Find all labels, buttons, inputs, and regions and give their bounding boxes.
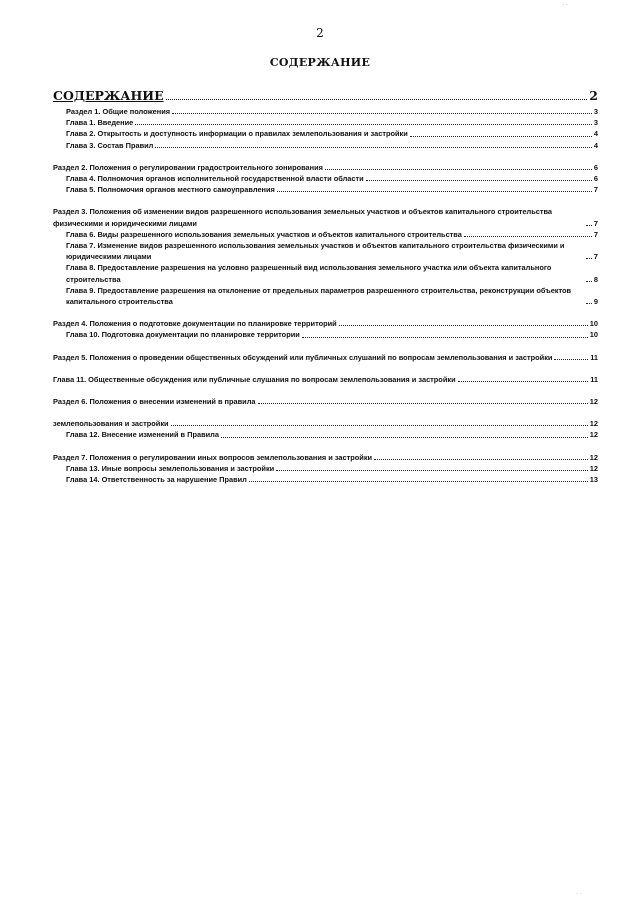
toc-entry[interactable] bbox=[53, 452, 598, 463]
toc-entry-leader bbox=[586, 225, 592, 226]
toc-gap bbox=[53, 407, 598, 418]
toc-gap bbox=[53, 151, 598, 162]
toc-entry-text: Раздел 2. Положения о регулировании градостроительного зонирования bbox=[53, 162, 323, 172]
toc-entry[interactable] bbox=[53, 329, 598, 340]
toc-gap bbox=[53, 341, 598, 352]
toc-entry-text: Раздел 5. Положения о проведении общественных обсуждений или публичных слушаний по вопросам землепользования и застройки bbox=[53, 352, 553, 362]
toc-entry-page: 3 bbox=[593, 107, 598, 116]
toc-entry-leader bbox=[221, 437, 588, 438]
toc-entry-leader bbox=[302, 337, 588, 338]
toc-entry-leader bbox=[135, 124, 592, 125]
document-title: СОДЕРЖАНИЕ bbox=[269, 56, 371, 69]
toc-heading-label: СОДЕРЖАНИЕ bbox=[53, 88, 164, 103]
toc-entry-leader bbox=[172, 113, 592, 114]
toc-entry-text: Глава 4. Полномочия органов исполнительной государственной власти области bbox=[66, 174, 364, 184]
toc-entry-page: 6 bbox=[593, 174, 598, 184]
toc-entry[interactable] bbox=[53, 285, 598, 307]
toc-entry-page: 11 bbox=[590, 352, 598, 362]
toc-entry-page: 12 bbox=[589, 452, 598, 462]
toc-entry-leader bbox=[410, 136, 592, 137]
toc-entry-leader bbox=[276, 470, 588, 471]
toc-entry-leader bbox=[586, 303, 592, 304]
toc-entry[interactable] bbox=[53, 206, 598, 228]
toc-entry-page: 12 bbox=[589, 397, 598, 407]
toc-entry-text: землепользования и застройки bbox=[53, 419, 169, 429]
toc-entry-page: 11 bbox=[590, 374, 598, 384]
toc-entry-page: 7 bbox=[593, 185, 598, 195]
toc-entry-page: 10 bbox=[589, 330, 598, 340]
toc-entry[interactable] bbox=[53, 128, 598, 139]
toc-entry-leader bbox=[374, 459, 588, 460]
toc-entry-text: Глава 5. Полномочия органов местного самоуправления bbox=[66, 185, 275, 195]
toc-entry[interactable] bbox=[53, 229, 598, 240]
toc-entry-page: 6 bbox=[593, 162, 598, 172]
toc-entry-text: Глава 12. Внесение изменений в Правила bbox=[66, 430, 219, 440]
toc-entry-page: 3 bbox=[593, 118, 598, 128]
toc-entry-text: Раздел 6. Положения о внесении изменений в правила bbox=[53, 397, 256, 407]
toc-heading[interactable] bbox=[53, 88, 598, 103]
toc-entry[interactable] bbox=[53, 106, 598, 117]
toc-entry-text: Глава 10. Подготовка документации по планировке территории bbox=[66, 330, 300, 340]
toc-gap bbox=[53, 307, 598, 318]
toc-entry[interactable] bbox=[53, 396, 598, 407]
toc-entry-text: Раздел 1. Общие положения bbox=[66, 107, 171, 116]
toc-entry-leader bbox=[258, 403, 588, 404]
toc-entry-leader bbox=[464, 236, 592, 237]
toc-entry[interactable] bbox=[53, 429, 598, 440]
page-number: 2 bbox=[316, 26, 324, 40]
toc-entry-leader bbox=[277, 191, 592, 192]
toc-entry-leader bbox=[586, 281, 592, 282]
toc-entry-text: Раздел 7. Положения о регулировании иных вопросов землепользования и застройки bbox=[53, 452, 373, 462]
scan-mark-bottom: · · bbox=[576, 891, 582, 897]
toc-entry-text: Глава 8. Предоставление разрешения на условно разрешенный вид использования земельного участка или объекта капитального строительства bbox=[66, 263, 552, 284]
toc-entry-text: Глава 11. Общественные обсуждения или публичные слушания по вопросам землепользования и застройки bbox=[53, 374, 456, 384]
toc-entry[interactable] bbox=[53, 240, 598, 262]
toc-entry-text: Глава 3. Состав Правил bbox=[66, 140, 154, 150]
toc-entry-leader bbox=[366, 180, 592, 181]
toc-entry[interactable] bbox=[53, 374, 598, 385]
toc-entry-leader bbox=[586, 258, 592, 259]
toc-entry-text: Глава 1. Введение bbox=[66, 118, 134, 128]
toc-entry-page: 8 bbox=[593, 274, 598, 284]
toc-entry-page: 12 bbox=[589, 463, 598, 473]
toc-entry-page: 9 bbox=[593, 297, 598, 307]
toc-entry-leader bbox=[458, 381, 589, 382]
toc-entry-text: Глава 14. Ответственность за нарушение Правил bbox=[66, 475, 247, 485]
toc-entry-text: Раздел 4. Положения о подготовке документации по планировке территорий bbox=[53, 319, 337, 329]
toc-entry[interactable] bbox=[53, 117, 598, 128]
toc-entry[interactable] bbox=[53, 140, 598, 151]
toc-heading-leader bbox=[166, 99, 588, 100]
toc-entry-page: 12 bbox=[589, 419, 598, 429]
toc-entry-text: Раздел 3. Положения об изменении видов разрешенного использования земельных участков и объектов капитального строительства физическими и юридическими лицами bbox=[53, 207, 553, 228]
toc-entry-leader bbox=[155, 147, 592, 148]
toc-gap bbox=[53, 363, 598, 374]
toc-entry-text: Глава 2. Открытость и доступность информации о правилах землепользования и застройки bbox=[66, 129, 408, 139]
toc-entry-leader bbox=[339, 325, 588, 326]
toc-entry-page: 12 bbox=[589, 430, 598, 440]
toc-entry[interactable] bbox=[53, 418, 598, 429]
toc-gap bbox=[53, 385, 598, 396]
toc-entry[interactable] bbox=[53, 474, 598, 485]
toc-entry-text: Глава 6. Виды разрешенного использования земельных участков и объектов капитального строительства bbox=[66, 229, 462, 239]
toc-entry-text: Глава 7. Изменение видов разрешенного использования земельных участков и объектов капитального строительства физическими и юридическими лицами bbox=[66, 241, 565, 262]
toc-entry-text: Глава 13. Иные вопросы землепользования и застройки bbox=[66, 463, 275, 473]
toc-entry-page: 7 bbox=[593, 252, 598, 262]
toc-entry[interactable] bbox=[53, 162, 598, 173]
table-of-contents bbox=[53, 106, 598, 485]
toc-entry[interactable] bbox=[53, 184, 598, 195]
toc-entry[interactable] bbox=[53, 318, 598, 329]
toc-entry-page: 4 bbox=[593, 129, 598, 139]
toc-entry-page: 13 bbox=[589, 475, 598, 485]
toc-entry[interactable] bbox=[53, 173, 598, 184]
toc-entry-leader bbox=[554, 359, 588, 360]
toc-entry-leader bbox=[325, 169, 592, 170]
toc-entry[interactable] bbox=[53, 352, 598, 363]
toc-entry-page: 10 bbox=[589, 319, 598, 329]
toc-entry-page: 7 bbox=[593, 229, 598, 239]
toc-entry-page: 4 bbox=[593, 140, 598, 150]
toc-entry[interactable] bbox=[53, 262, 598, 284]
scan-mark-top: · · bbox=[562, 2, 568, 8]
toc-heading-page: 2 bbox=[589, 88, 598, 103]
toc-entry-page: 7 bbox=[593, 218, 598, 228]
toc-entry-text: Глава 9. Предоставление разрешения на отклонение от предельных параметров разрешенного строительства, реконструкции объектов капитального строительства bbox=[66, 285, 572, 307]
toc-entry-leader bbox=[171, 425, 588, 426]
toc-entry[interactable] bbox=[53, 463, 598, 474]
toc-gap bbox=[53, 195, 598, 206]
toc-entry-leader bbox=[249, 481, 588, 482]
toc-gap bbox=[53, 441, 598, 452]
